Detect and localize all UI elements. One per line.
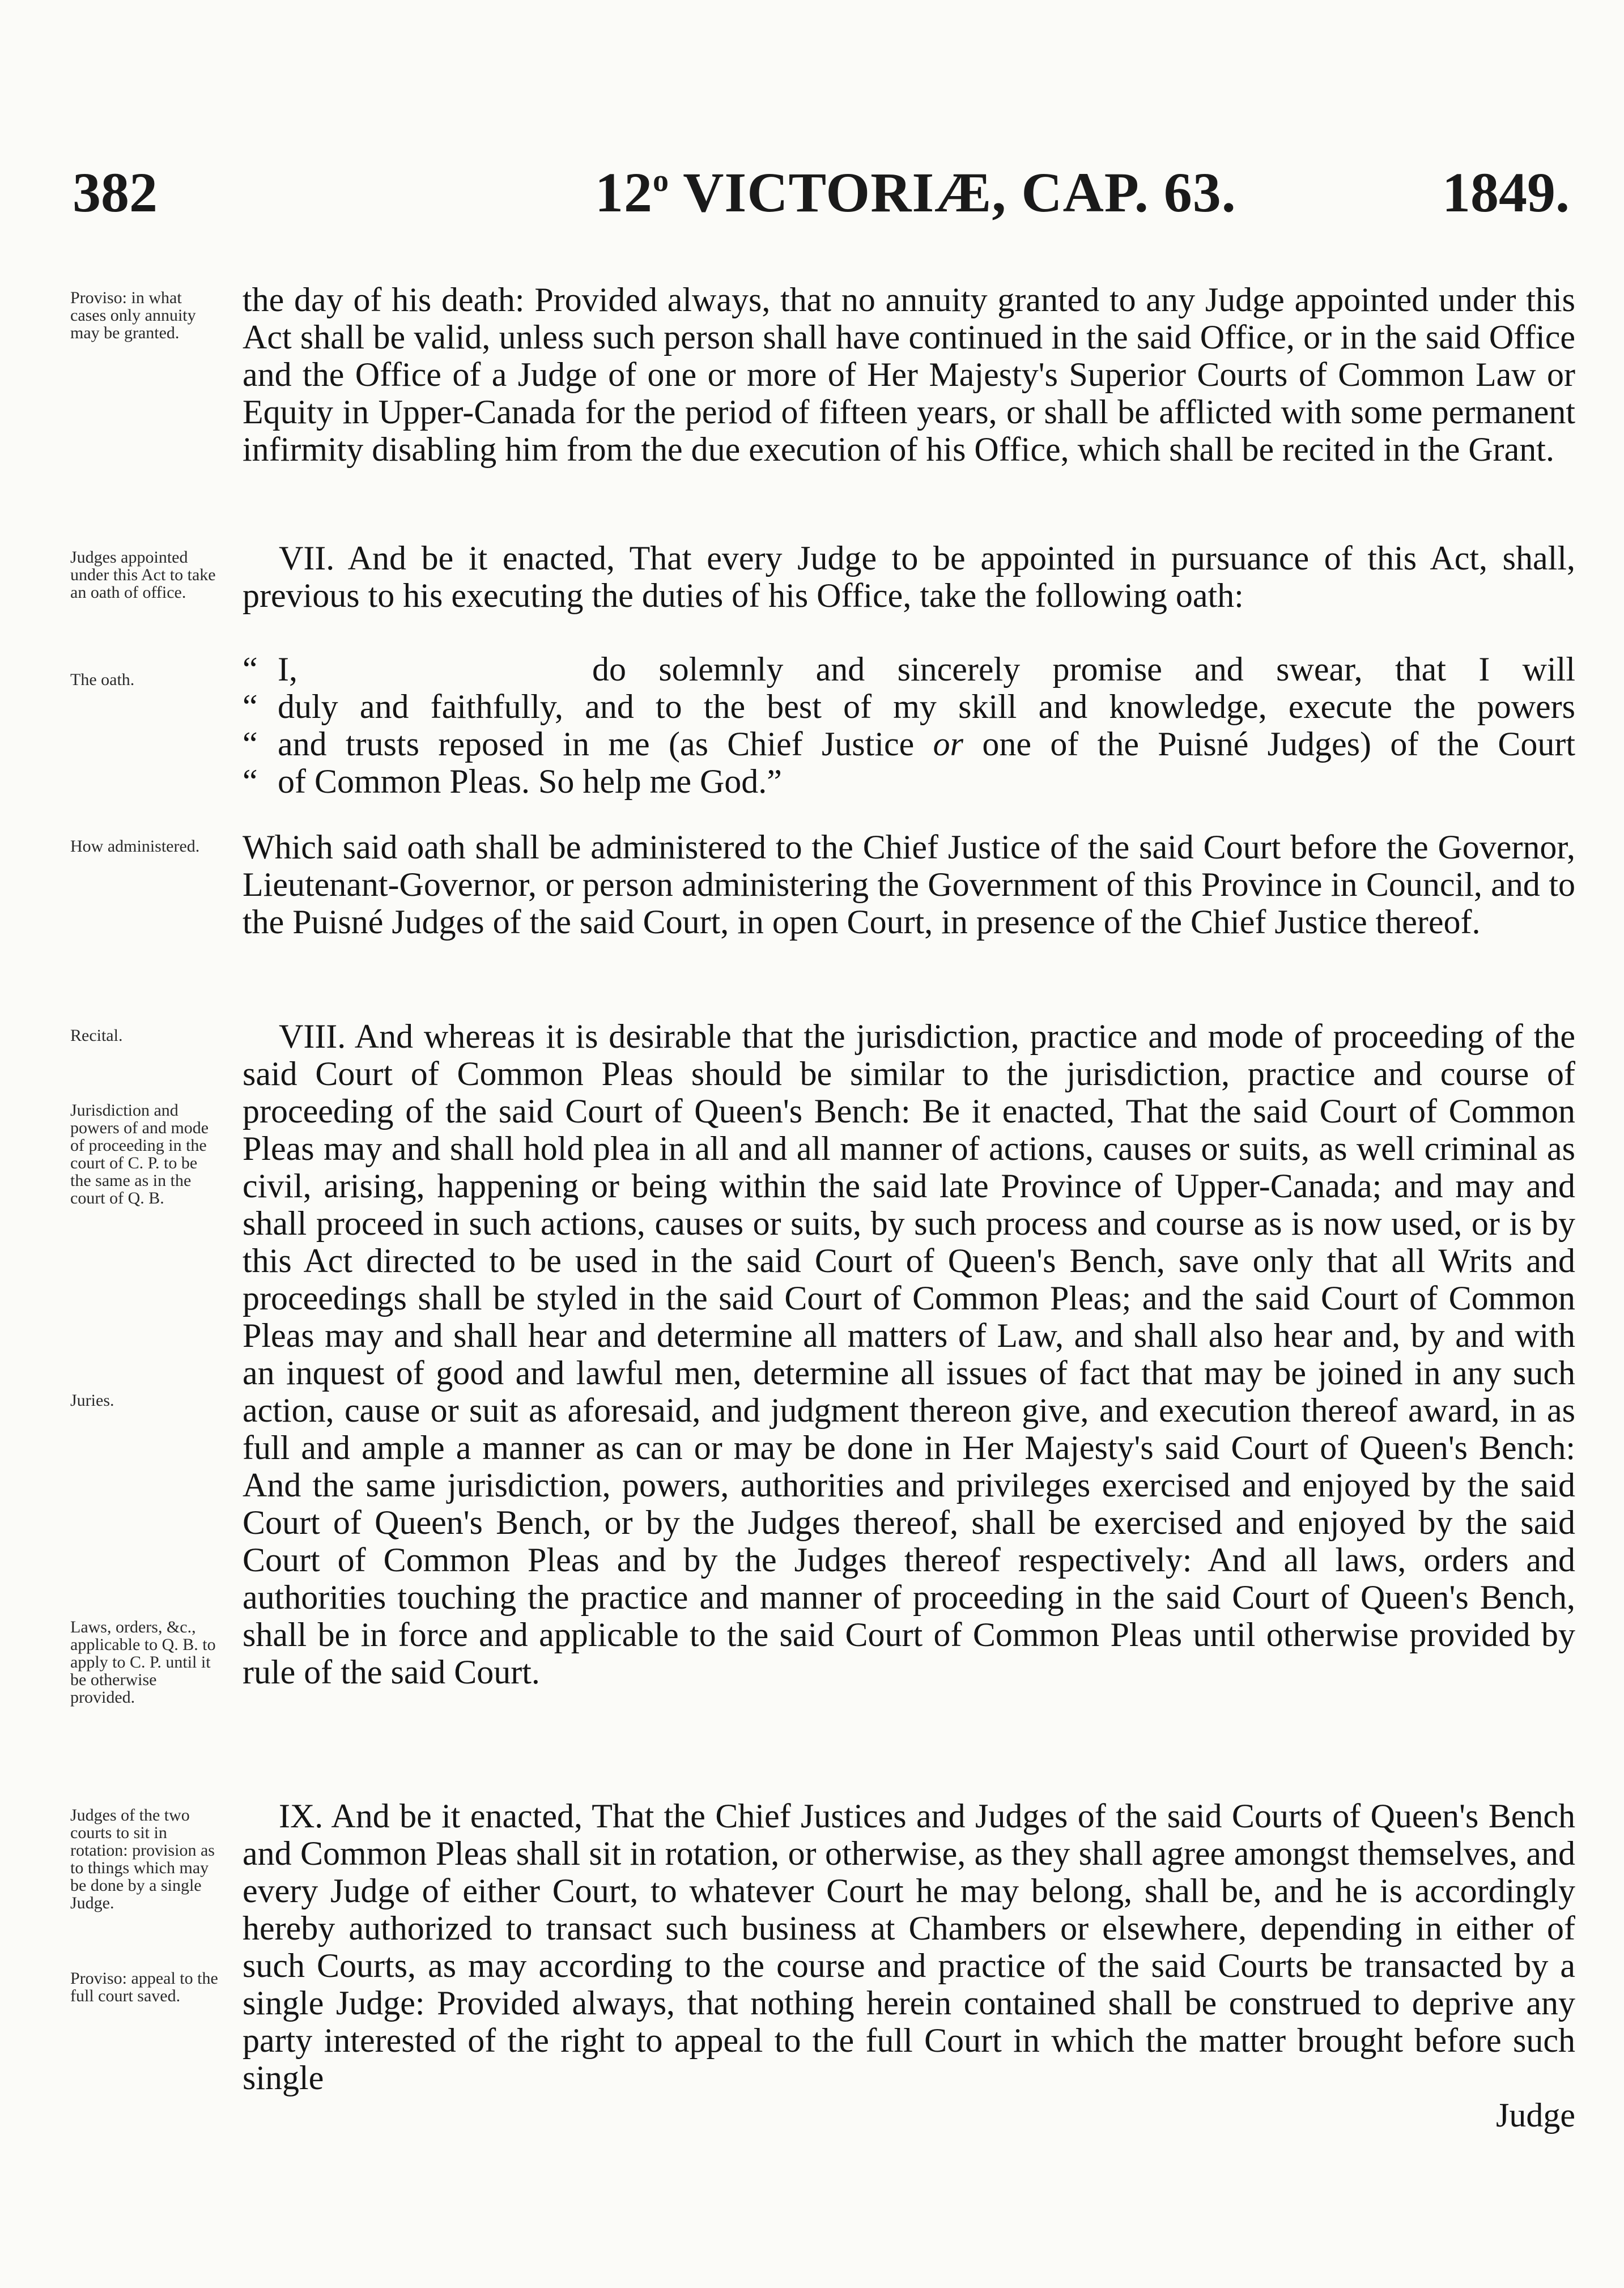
section-ix (243, 1797, 1575, 2134)
oath-line-3 (243, 725, 1575, 763)
catchword: Judge (1496, 2096, 1575, 2134)
oath-line-4-text: of Common Pleas. So help me God.” (278, 763, 782, 800)
header-year: 1849. (1442, 161, 1570, 224)
margin-note-proviso-annuity: Proviso: in what cases only annuity may be granted. (70, 288, 196, 342)
title-regnal-year: 12 (595, 161, 653, 224)
margin-note-judges-oath: Judges appointed under this Act to take an oath of office. (70, 548, 216, 602)
page-number: 382 (73, 161, 158, 224)
oath-i: I, (278, 650, 297, 688)
oath-line-2 (243, 688, 1575, 725)
oath-line-3-a: and trusts reposed in me (as Chief Justice (278, 725, 915, 763)
paragraph-annuity-proviso (243, 281, 1575, 468)
section-viii (243, 1018, 1575, 1691)
opening-quote: “ (243, 650, 258, 688)
section-vii-text: VII. And be it enacted, That every Judge to be appointed in pursuance of this Act, shall, previous to his executing the duties of his Office, take the following oath: (243, 539, 1575, 614)
margin-note-juries: Juries. (70, 1391, 114, 1410)
section-viii-text: VIII. And whereas it is desirable that the jurisdiction, practice and mode of proceeding of the said Court of Common Pleas should be similar to the jurisdiction, practice and course of proceeding of the said Court of Queen's Bench: Be it enacted, That the said Court of Common Pleas may and shall hold plea in all and all manner of actions, causes or suits, as well criminal as civil, arising, happening or being within the said late Province of Upper-Canada; and may and shall proceed in such actions, causes or suits, by such process and course as is now used, or is by this Act directed to be used in the said Court of Queen's Bench, save only that all Writs and proceedings shall be styled in the said Court of Common Pleas; and the said Court of Common Pleas may and shall hear and determine all matters of Law, and shall also hear and, by and with an inquest of good and lawful men, determine all issues of fact that may be joined in any such action, cause or suit as aforesaid, and judgment thereon give, and execution thereof award, in as full and ample a manner as can or may be done in Her Majesty's said Court of Queen's Bench: And the same jurisdiction, powers, authorities and privileges exercised and enjoyed by the said Court of Queen's Bench, or by the Judges thereof, shall be exercised and enjoyed by the said Court of Common Pleas and by the Judges thereof respectively: And all laws, orders and authorities touching the practice and manner of proceeding in the said Court of Queen's Bench, shall be in force and applicable to the said Court of Common Pleas until otherwise provided by rule of the said Court. (243, 1018, 1575, 1691)
margin-note-judges-rotation: Judges of the two courts to sit in rotation: provision as to things which may be done by a single Judge. (70, 1806, 215, 1912)
oath-line-3-b: one of the Puisné Judges) of the Court (982, 725, 1575, 763)
section-vii (243, 539, 1575, 614)
oath-line-4 (243, 763, 1575, 800)
continuation-quote: “ (243, 763, 258, 800)
continuation-quote: “ (243, 725, 258, 763)
margin-note-how-administered: How administered. (70, 837, 200, 856)
oath-block (243, 650, 1575, 800)
margin-note-laws-orders: Laws, orders, &c., applicable to Q. B. to apply to C. P. until it be otherwise provided. (70, 1618, 216, 1707)
margin-note-jurisdiction: Jurisdiction and powers of and mode of proceeding in the court of C. P. to be the same as in the court of Q. B. (70, 1101, 209, 1207)
continuation-quote: “ (243, 688, 258, 725)
oath-line-2-text: duly and faithfully, and to the best of my skill and knowledge, execute the powers (278, 688, 1575, 725)
margin-note-recital: Recital. (70, 1026, 123, 1045)
oath-line-1-rest: do solemnly and sincerely promise and swear, that I will (592, 650, 1575, 688)
paragraph-text: Which said oath shall be administered to the Chief Justice of the said Court before the Governor, Lieutenant-Governor, or person administering the Government of this Province in Council, and to the Puisné Judges of the said Court, in open Court, in presence of the Chief Justice thereof. (243, 828, 1575, 941)
title-superscript: o (653, 163, 669, 198)
running-title (595, 161, 1236, 224)
paragraph-text: the day of his death: Provided always, that no annuity granted to any Judge appointed under this Act shall be valid, unless such person shall have continued in the said Office, or in the said Office and the Office of a Judge of one or more of Her Majesty's Superior Courts of Common Law or Equity in Upper-Canada for the period of fifteen years, or shall be afflicted with some permanent infirmity disabling him from the due execution of his Office, which shall be recited in the Grant. (243, 281, 1575, 468)
title-statute: VICTORIÆ, CAP. 63. (669, 161, 1236, 224)
margin-note-the-oath: The oath. (70, 670, 135, 689)
oath-line-1 (243, 650, 1575, 688)
margin-note-proviso-appeal: Proviso: appeal to the full court saved. (70, 1969, 218, 2005)
oath-or-italic: or (933, 725, 963, 763)
section-ix-text: IX. And be it enacted, That the Chief Justices and Judges of the said Courts of Queen's Bench and Common Pleas shall sit in rotation, or otherwise, as they shall agree amongst themselves, and every Judge of either Court, to whatever Court he may belong, shall be, and he is accordingly hereby authorized to transact such business at Chambers or elsewhere, depending in either of such Courts, as may according to the course and practice of the said Courts be transacted by a single Judge: Provided always, that nothing herein contained shall be construed to deprive any party interested of the right to appeal to the full Court in which the matter brought before such single (243, 1797, 1575, 2096)
paragraph-oath-administered (243, 828, 1575, 941)
